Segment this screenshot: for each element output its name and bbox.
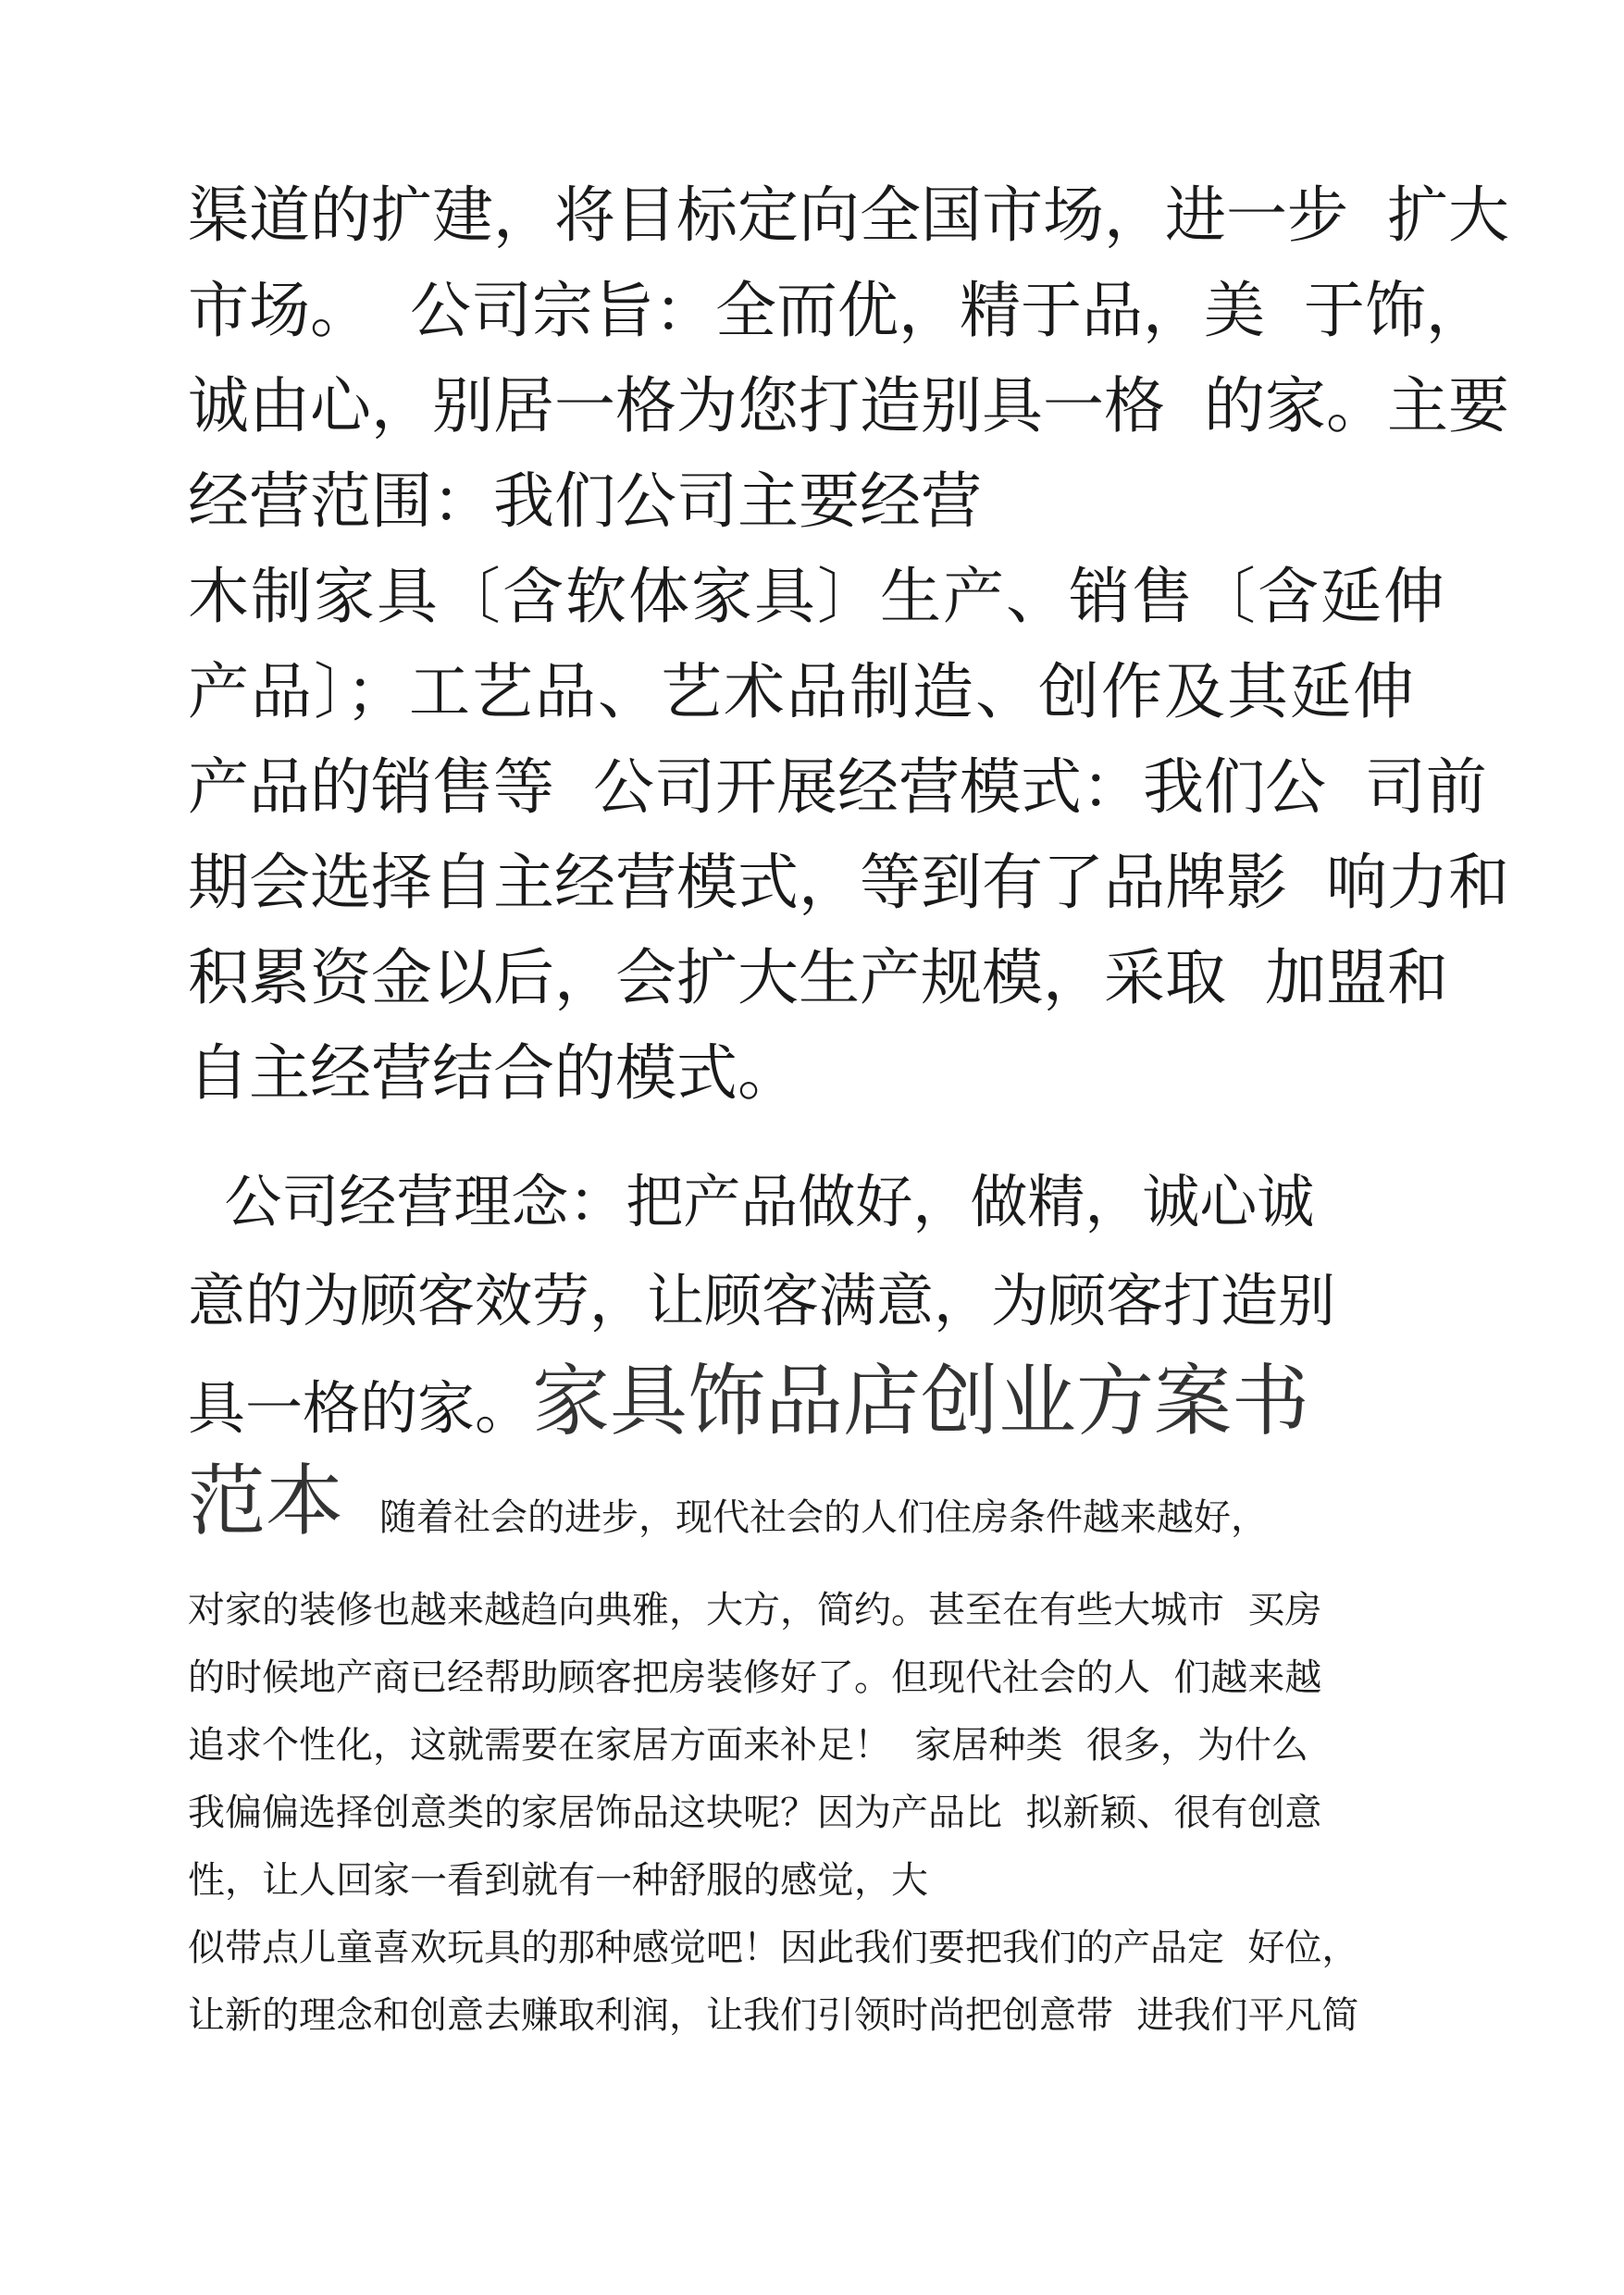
- paragraph-line: 似带点儿童喜欢玩具的那种感觉吧！因此我们要把我们的产品定 好位，: [188, 1927, 1359, 1969]
- paragraph-line: 渠道的扩建，将目标定向全国市场，进一步 扩大: [188, 180, 1509, 251]
- paragraph-line: 随着社会的进步，现代社会的人们住房条件越来越好，: [379, 1496, 1268, 1539]
- document-title: 家具饰品店创业方案书: [532, 1356, 1310, 1446]
- paragraph-line: 对家的装修也越来越趋向典雅，大方，简约。甚至在有些大城市 买房: [188, 1589, 1322, 1631]
- paragraph-line: 积累资金以后，会扩大生产规模，采取 加盟和: [188, 942, 1448, 1013]
- paragraph-text: 具一格的家。: [188, 1374, 533, 1442]
- paragraph-line: 性，让人回家一看到就有一种舒服的感觉，大: [188, 1859, 928, 1902]
- title-line: [188, 1356, 1310, 1446]
- paragraph-line: 我偏偏选择创意类的家居饰品这块呢？因为产品比 拟新颖、很有创意: [188, 1792, 1322, 1834]
- paragraph-line: 产品〕；工艺品、艺术品制造、创作及其延伸: [188, 656, 1416, 727]
- paragraph-line: 诚由心，别居一格为您打造别具一格 的家。主要: [188, 370, 1509, 441]
- paragraph-line: 追求个性化，这就需要在家居方面来补足！ 家居种类 很多，为什么: [188, 1724, 1308, 1767]
- paragraph-line: 期会选择自主经营模式，等到有了品牌影 响力和: [188, 847, 1509, 918]
- paragraph-line: 让新的理念和创意去赚取利润，让我们引领时尚把创意带 进我们平凡简: [188, 1994, 1359, 2037]
- paragraph-line: 自主经营结合的模式。: [188, 1037, 799, 1109]
- paragraph-line: 市场。 公司宗旨：全而优，精于品，美 于饰，: [188, 275, 1487, 346]
- paragraph-line: 的时候地产商已经帮助顾客把房装修好了。但现代社会的人 们越来越: [188, 1656, 1322, 1699]
- paragraph-line: 木制家具〔含软体家具〕生产、销售〔含延伸: [188, 561, 1446, 632]
- document-title-continuation: 范本: [188, 1456, 344, 1546]
- paragraph-line: 意的为顾客效劳，让顾客满意，为顾客打造别: [188, 1267, 1336, 1334]
- paragraph-line: 产品的销售等 公司开展经营模式：我们公 司前: [188, 751, 1487, 823]
- paragraph-line: 经营范围：我们公司主要经营: [188, 465, 982, 537]
- paragraph-line: 公司经营理念：把产品做好，做精，诚心诚: [188, 1168, 1315, 1235]
